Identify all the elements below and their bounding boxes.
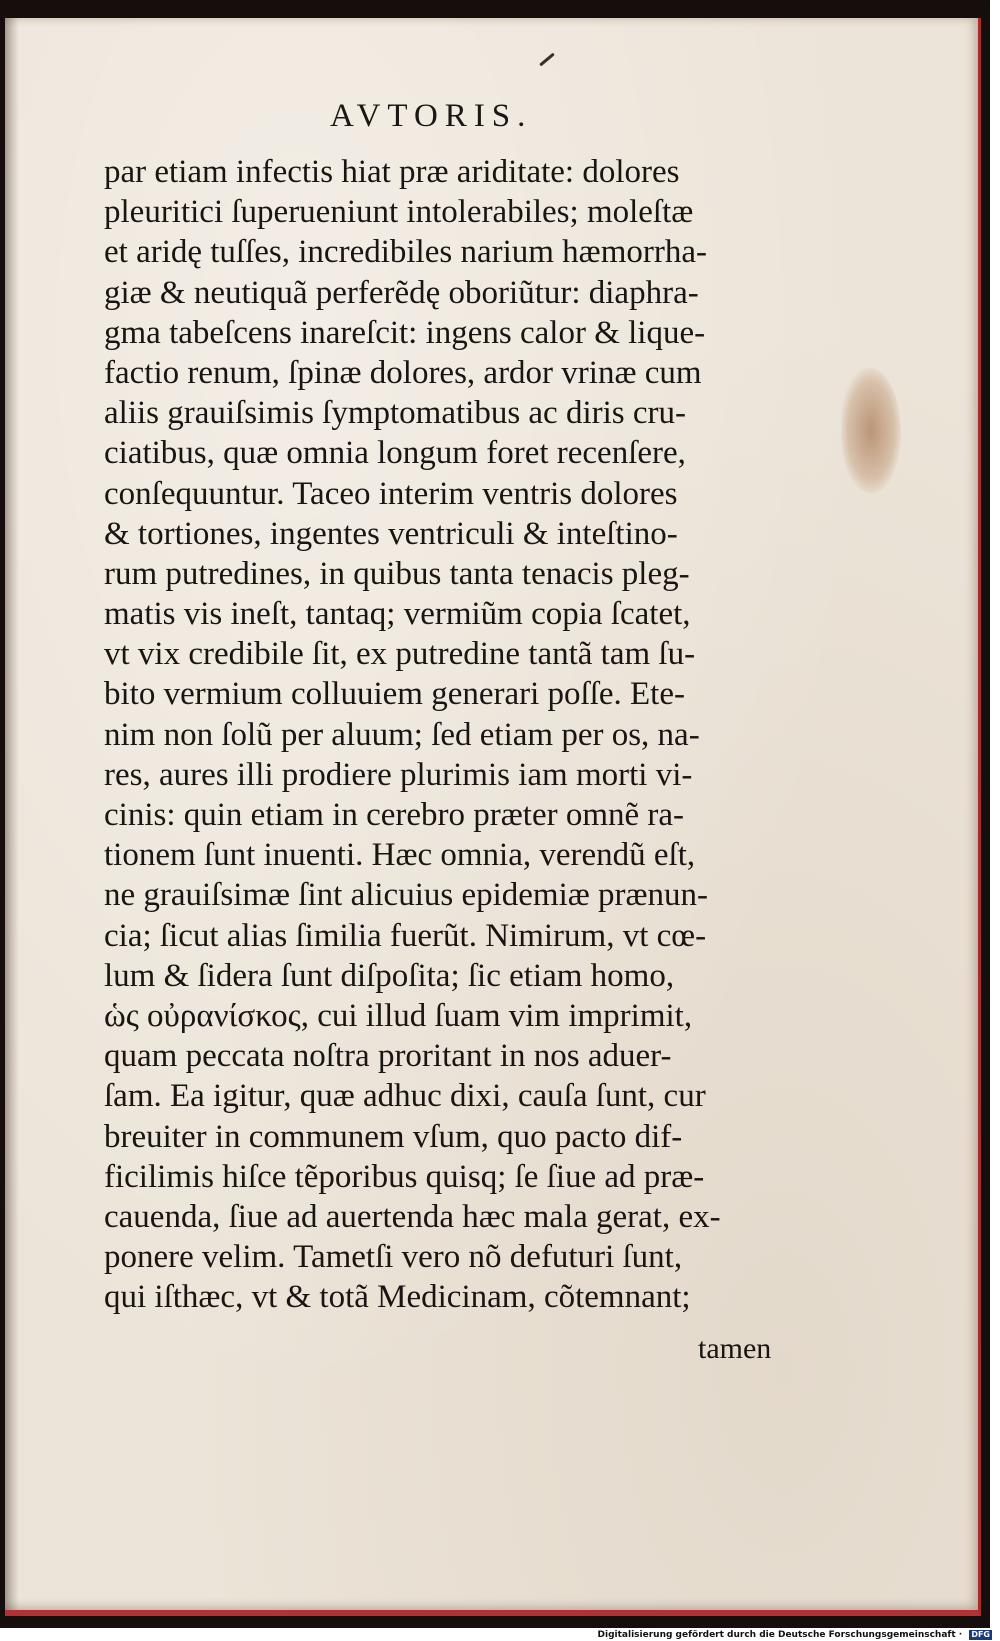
text-line: rum putredines, in quibus tanta tenacis pleg- (104, 555, 690, 592)
digitization-credit (598, 1629, 992, 1641)
text-line: matis vis ineſt, tantaq; vermiũm copia ſcatet, (104, 596, 691, 633)
dfg-logo: DFG (971, 1629, 990, 1639)
text-line: et aridę tuſſes, incredibiles narium hæmorrha- (104, 234, 707, 271)
text-line: giæ & neutiquã perferẽdę oboriũtur: diaphra- (104, 274, 699, 311)
text-line: breuiter in communem vſum, quo pacto dif- (104, 1118, 683, 1155)
text-line: ponere velim. Tametſi vero nõ defuturi ſunt, (104, 1239, 683, 1276)
text-line: cinis: quin etiam in cerebro præter omnẽ ra- (104, 797, 685, 833)
text-line: cia; ſicut alias ſimilia fuerũt. Nimirum, vt cœ- (104, 917, 707, 954)
text-line: res, aures illi prodiere plurimis iam morti vi- (104, 756, 693, 793)
text-line: gma tabeſcens inareſcit: ingens calor & lique- (104, 314, 706, 351)
running-head: AVTORIS. (330, 98, 533, 134)
text-line: par etiam infectis hiat præ ariditate: dolores (104, 154, 680, 190)
paper-stain (841, 368, 901, 493)
text-line: ne grauiſsimæ ſint alicuius epidemiæ prænun- (104, 877, 709, 914)
text-line: aliis grauiſsimis ſymptomatibus ac diris cru- (104, 395, 686, 432)
text-line: cauenda, ſiue ad auertenda hæc mala gerat, ex- (104, 1198, 721, 1235)
text-line: tionem ſunt inuenti. Hæc omnia, verendũ eſt, (104, 837, 696, 874)
body-text (104, 152, 786, 1317)
text-line: conſequuntur. Taceo interim ventris dolores (104, 475, 678, 512)
text-line: bito vermium colluuiem generari poſſe. Ete- (104, 676, 685, 713)
text-line: factio renum, ſpinæ dolores, ardor vrinæ cum (104, 354, 702, 391)
binding-shadow (5, 18, 19, 1610)
credit-text: Digitalisierung gefördert durch die Deutsche Forschungsgemeinschaft · (597, 1630, 963, 1640)
text-line: ὡς οὐρανίσκος, cui illud ſuam vim imprimit, (104, 997, 693, 1034)
text-line: qui iſthæc, vt & totã Medicinam, cõtemnant; (104, 1279, 691, 1316)
catchword: tamen (698, 1332, 772, 1365)
text-line: & tortiones, ingentes ventriculi & inteſtino- (104, 515, 678, 552)
text-line: ficilimis hiſce tẽporibus quisq; ſe ſiue ad præ- (104, 1158, 705, 1195)
text-line: nim non ſolũ per aluum; ſed etiam per os, na- (104, 716, 700, 753)
text-line: ciatibus, quæ omnia longum foret recenſere, (104, 435, 686, 472)
text-line: vt vix credibile ſit, ex putredine tantã tam ſu- (104, 636, 696, 673)
text-line: ſam. Ea igitur, quæ adhuc dixi, cauſa ſunt, cur (104, 1078, 706, 1115)
text-line: pleuritici ſuperueniunt intolerabiles; moleſtæ (104, 194, 694, 231)
pen-mark (539, 53, 555, 67)
text-line: quam peccata noſtra proritant in nos aduer- (104, 1038, 672, 1075)
text-line: lum & ſidera ſunt diſpoſita; ſic etiam homo, (104, 957, 675, 994)
